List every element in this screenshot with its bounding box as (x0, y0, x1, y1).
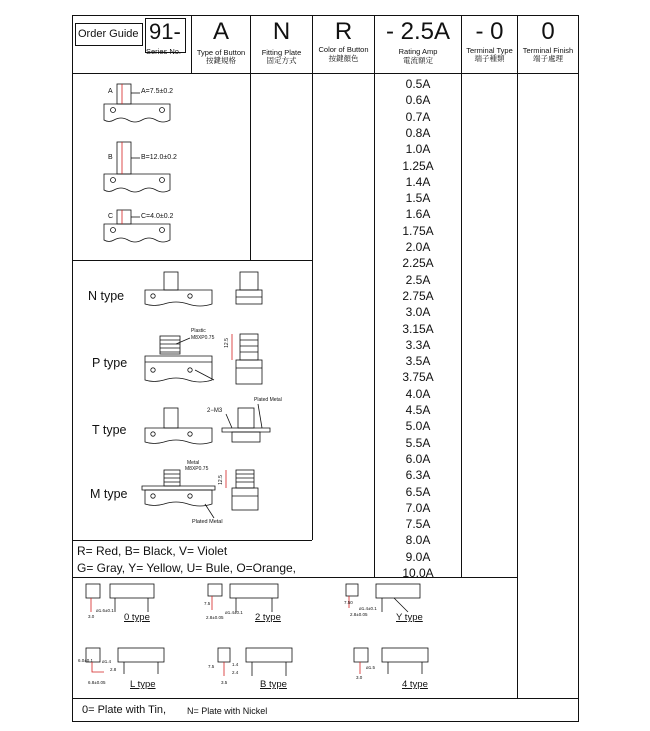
rating-amp-item: 2.0A (405, 240, 431, 254)
terminal-b-d1: 7.5 (208, 664, 215, 669)
terminal-2-d1: 7.5 (204, 601, 211, 606)
terminal-b-d3: 3.5 (221, 680, 228, 685)
m-type-dim: 12.5 (217, 475, 224, 485)
finish-nickel-note: N= Plate with Nickel (187, 706, 268, 716)
terminal-y-d2: ø1.4±0.1 (359, 606, 377, 611)
field-fitting-plate-letter: N (272, 18, 291, 45)
rating-amp-item: 7.5A (405, 517, 431, 532)
button-type-a-dim: A=7.5±0.2 (141, 88, 174, 95)
color-legend-line2: G= Gray, Y= Yellow, U= Bule, O=Orange, (77, 561, 297, 575)
terminal-b-d2: 2.4 (232, 670, 239, 675)
rating-amp-item: 7.0A (405, 500, 431, 515)
rating-amp-item: 6.0A (405, 451, 431, 466)
terminal-l-d2: ø1.4 (102, 659, 112, 664)
terminal-2-d3: 2.8±0.05 (206, 615, 224, 620)
terminal-2-type-label: 2 type (255, 612, 281, 623)
terminal-0-d2: ø1.6±0.1 (96, 608, 114, 613)
t-type-label: T type (92, 423, 127, 437)
rating-amp-item: 3.75A (402, 370, 434, 385)
terminal-4-d1: ø1.5 (366, 665, 376, 670)
t-type-note1: 2−M3 (207, 408, 223, 414)
rating-amp-item: 6.5A (405, 484, 431, 499)
terminal-l-d4: 6.8±0.05 (88, 680, 106, 685)
p-type-dim: 12.5 (223, 338, 230, 348)
n-type-label: N type (88, 289, 125, 303)
terminal-y-type-label: Y type (396, 612, 423, 623)
field-button-color-caption-cn: 按鍵顏色 (328, 54, 359, 63)
terminal-b-d4: 1.4 (232, 662, 239, 667)
field-rating-amp-letter: - 2.5A (385, 18, 451, 45)
field-rating-amp-caption-cn: 電流額定 (403, 56, 433, 65)
series-code: 91- (149, 19, 181, 44)
series-no-caption: Series No. (146, 47, 182, 56)
terminal-l-type-label: L type (130, 679, 156, 690)
m-type-note3: Plated Metal (192, 519, 223, 525)
finish-tin-note: 0= Plate with Tin, (82, 704, 167, 716)
p-type-note2: M8XP0.75 (191, 335, 215, 341)
button-type-b-drawing (104, 142, 170, 192)
rating-amp-item: 0.5A (405, 77, 431, 91)
rating-amp-item: 5.0A (405, 419, 431, 434)
rating-amp-item: 2.75A (402, 288, 434, 303)
m-type-drawing (142, 470, 258, 518)
rating-amp-item: 4.0A (405, 386, 431, 401)
m-type-note2: M8XP0.75 (185, 466, 209, 472)
rating-amp-item: 3.3A (405, 337, 431, 352)
field-terminal-type-letter: - 0 (475, 18, 504, 45)
t-type-note2: Plated Metal (254, 397, 282, 403)
field-fitting-plate-caption-cn: 固定方式 (266, 56, 297, 65)
terminal-4-d2: 3.0 (356, 675, 363, 680)
rating-amp-item: 10.0A (402, 566, 434, 580)
rating-amp-item: 1.5A (405, 191, 431, 206)
button-type-a-letter: A (108, 88, 113, 95)
field-terminal-type-caption-cn: 端子種類 (474, 54, 505, 63)
rating-amp-item: 0.7A (405, 109, 431, 124)
button-type-c-dim: C=4.0±0.2 (141, 213, 174, 220)
field-terminal-finish-caption-cn: 端子處理 (533, 54, 563, 63)
m-type-label: M type (90, 487, 128, 501)
terminal-b-type-label: B type (260, 679, 287, 690)
terminal-l-d1: 6.0±0.1 (78, 658, 93, 663)
p-type-drawing (145, 334, 262, 384)
button-type-b-dim: B=12.0±0.2 (141, 154, 177, 161)
rating-amp-item: 1.4A (405, 174, 431, 189)
field-button-type-caption: Type of Button (196, 48, 246, 57)
rating-amp-item: 3.5A (405, 354, 431, 369)
color-legend-line1: R= Red, B= Black, V= Violet (77, 544, 228, 558)
field-terminal-type-caption: Terminal Type (466, 46, 513, 55)
rating-amp-item: 6.3A (405, 468, 431, 483)
n-type-drawing (145, 272, 262, 306)
rating-amp-item: 9.0A (405, 549, 431, 564)
field-button-color-letter: R (334, 18, 353, 45)
rating-amp-item: 1.6A (405, 207, 431, 222)
button-type-b-letter: B (108, 154, 113, 161)
field-terminal-finish-letter: 0 (541, 18, 555, 45)
field-button-type-letter: A (212, 18, 229, 45)
terminal-l-type-drawing (86, 648, 164, 674)
field-button-type-caption-cn: 按鍵規格 (206, 56, 236, 65)
field-terminal-finish-caption: Terminal Finish (522, 46, 574, 55)
rating-amp-item: 5.5A (405, 435, 431, 450)
field-rating-amp-caption: Rating Amp (398, 47, 438, 56)
field-button-color-caption: Color of Button (318, 45, 369, 54)
terminal-y-type-drawing (346, 584, 420, 612)
rating-amp-item: 1.25A (402, 158, 434, 173)
terminal-4-type-drawing (354, 648, 428, 674)
terminal-4-type-label: 4 type (402, 679, 428, 690)
terminal-l-d3: 2.8 (110, 667, 117, 672)
rating-amp-item: 8.0A (405, 533, 431, 548)
terminal-0-type-label: 0 type (124, 612, 150, 623)
terminal-y-d3: 2.8±0.05 (350, 612, 368, 617)
m-type-note1: Metal (187, 460, 200, 466)
order-guide-label: Order Guide (78, 28, 139, 40)
rating-amp-item: 3.15A (402, 321, 434, 336)
terminal-b-type-drawing (218, 648, 292, 676)
rating-amp-item: 3.0A (405, 305, 431, 320)
p-type-note1: Plastic (191, 328, 206, 334)
p-type-label: P type (92, 356, 128, 370)
rating-amp-item: 2.5A (405, 272, 431, 287)
field-fitting-plate-caption: Fitting Plate (261, 48, 302, 57)
rating-amp-item: 4.5A (405, 403, 431, 417)
terminal-2-d2: ø1.4±0.1 (225, 610, 243, 615)
terminal-0-d1: 3.0 (88, 614, 95, 619)
button-type-c-letter: C (108, 213, 114, 220)
rating-amp-item: 0.6A (405, 93, 431, 108)
rating-amp-item: 1.0A (405, 142, 431, 157)
rating-amp-item: 0.8A (405, 125, 431, 140)
terminal-y-d1: 7.50 (344, 600, 353, 605)
terminal-2-type-drawing (208, 584, 278, 612)
rating-amp-item: 1.75A (402, 223, 434, 238)
rating-amp-item: 2.25A (402, 256, 434, 271)
